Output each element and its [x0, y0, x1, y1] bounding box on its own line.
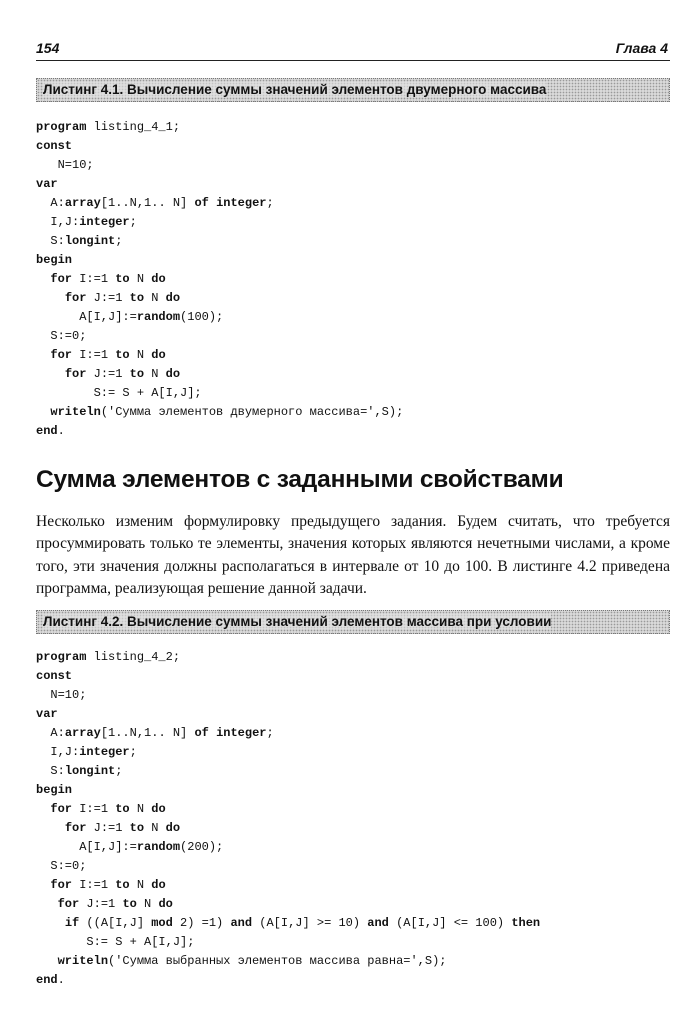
listing-4-1-caption-text: Листинг 4.1. Вычисление суммы значений элементов двумерного массива: [43, 82, 547, 97]
code-text: [36, 802, 50, 816]
code-text: S:= S + A[I,J];: [36, 386, 202, 400]
code-keyword: integer: [79, 215, 130, 229]
code-keyword: for: [50, 878, 73, 892]
code-text: S:=0;: [36, 859, 87, 873]
code-line: [36, 232, 676, 251]
code-keyword: of: [194, 196, 209, 210]
code-text: I,J:: [36, 215, 80, 229]
code-text: J:=1: [86, 291, 130, 305]
code-text: ;: [129, 215, 137, 229]
code-text: S:: [36, 764, 65, 778]
code-keyword: for: [64, 367, 87, 381]
code-line: [36, 118, 676, 137]
code-text: [36, 405, 50, 419]
code-text: N: [129, 802, 152, 816]
code-keyword: if: [64, 916, 80, 930]
code-line: [36, 213, 676, 232]
code-keyword: to: [115, 348, 130, 362]
code-line: [36, 762, 676, 781]
code-keyword: for: [64, 291, 87, 305]
code-keyword: to: [115, 272, 130, 286]
code-keyword: writeln: [57, 954, 109, 968]
code-line: [36, 137, 676, 156]
code-keyword: then: [511, 916, 541, 930]
code-line: [36, 686, 676, 705]
code-line: [36, 971, 676, 990]
code-text: N: [129, 272, 152, 286]
code-keyword: do: [158, 897, 173, 911]
code-line: [36, 365, 676, 384]
code-keyword: to: [129, 367, 145, 381]
code-keyword: end: [36, 973, 58, 987]
code-keyword: do: [151, 272, 166, 286]
code-keyword: do: [165, 291, 181, 305]
code-text: listing_4_1;: [86, 120, 181, 134]
code-text: A[I,J]:=: [36, 840, 137, 854]
code-line: [36, 914, 676, 933]
listing-4-2-code: [36, 648, 676, 990]
code-keyword: longint: [64, 764, 116, 778]
code-text: A:: [36, 726, 65, 740]
section-paragraph: Несколько изменим формулировку предыдущего задания. Будем считать, что требуется просуммировать только те элементы, значения которых являются нечетными числами, а кроме того, эти значения должны располагаться в интервале от 10 до 100. В листинге 4.2 приведена программа, реализующая решение данной задачи.: [36, 513, 670, 597]
code-text: I:=1: [72, 878, 116, 892]
code-line: [36, 346, 676, 365]
code-text: (200);: [180, 840, 224, 854]
code-keyword: for: [64, 821, 87, 835]
code-keyword: random: [136, 310, 181, 324]
code-line: [36, 705, 676, 724]
code-text: (100);: [180, 310, 224, 324]
code-keyword: const: [36, 139, 73, 153]
code-text: J:=1: [86, 367, 130, 381]
code-text: [209, 196, 216, 210]
code-text: [36, 348, 50, 362]
code-line: [36, 327, 676, 346]
code-keyword: to: [129, 821, 145, 835]
code-keyword: array: [64, 726, 101, 740]
code-text: ;: [115, 234, 123, 248]
code-text: ;: [266, 726, 274, 740]
code-line: [36, 895, 676, 914]
code-keyword: begin: [36, 783, 73, 797]
code-line: [36, 857, 676, 876]
code-text: N: [129, 348, 152, 362]
code-text: ;: [129, 745, 137, 759]
code-text: I:=1: [72, 348, 116, 362]
code-line: [36, 270, 676, 289]
code-text: N: [136, 897, 159, 911]
code-text: [36, 878, 50, 892]
code-keyword: program: [36, 120, 87, 134]
code-line: [36, 251, 676, 270]
code-line: [36, 156, 676, 175]
code-text: N: [129, 878, 152, 892]
code-keyword: random: [136, 840, 181, 854]
code-text: S:=0;: [36, 329, 87, 343]
code-line: [36, 308, 676, 327]
code-keyword: of: [194, 726, 209, 740]
code-text: ;: [266, 196, 274, 210]
code-line: [36, 952, 676, 971]
listing-4-1-caption: [36, 78, 670, 102]
code-text: [36, 897, 58, 911]
code-text: S:= S + A[I,J];: [36, 935, 195, 949]
code-line: [36, 724, 676, 743]
chapter-label: Глава 4: [615, 40, 668, 56]
code-keyword: do: [151, 878, 166, 892]
code-text: [36, 954, 58, 968]
code-text: I:=1: [72, 802, 116, 816]
code-text: (A[I,J] <= 100): [388, 916, 512, 930]
code-keyword: for: [50, 348, 73, 362]
listing-4-2-caption-text: Листинг 4.2. Вычисление суммы значений элементов массива при условии: [43, 614, 552, 629]
code-keyword: and: [367, 916, 389, 930]
code-text: J:=1: [86, 821, 130, 835]
code-line: [36, 800, 676, 819]
code-text: [209, 726, 216, 740]
code-keyword: and: [230, 916, 253, 930]
code-keyword: integer: [216, 196, 267, 210]
running-header: [36, 38, 670, 61]
code-text: ;: [115, 764, 123, 778]
code-text: N: [144, 291, 166, 305]
code-text: ('Сумма выбранных элементов массива равна=',S);: [108, 954, 447, 968]
code-text: [36, 272, 50, 286]
code-keyword: var: [36, 177, 58, 191]
code-keyword: longint: [64, 234, 116, 248]
code-keyword: to: [129, 291, 145, 305]
code-text: [36, 821, 65, 835]
code-line: [36, 933, 676, 952]
code-keyword: to: [115, 878, 130, 892]
code-text: N=10;: [36, 158, 94, 172]
code-keyword: const: [36, 669, 73, 683]
code-text: listing_4_2;: [86, 650, 181, 664]
code-keyword: begin: [36, 253, 73, 267]
code-text: [36, 916, 65, 930]
code-text: .: [57, 424, 65, 438]
code-text: I:=1: [72, 272, 116, 286]
code-text: J:=1: [79, 897, 123, 911]
page-number: 154: [36, 40, 60, 56]
code-line: [36, 667, 676, 686]
code-keyword: writeln: [50, 405, 101, 419]
code-line: [36, 743, 676, 762]
code-keyword: to: [122, 897, 137, 911]
code-text: I,J:: [36, 745, 80, 759]
code-keyword: integer: [216, 726, 267, 740]
code-line: [36, 289, 676, 308]
code-line: [36, 175, 676, 194]
code-text: ((A[I,J]: [79, 916, 152, 930]
code-text: A:: [36, 196, 65, 210]
code-line: [36, 648, 676, 667]
code-keyword: program: [36, 650, 87, 664]
code-keyword: end: [36, 424, 58, 438]
code-keyword: for: [57, 897, 80, 911]
code-line: [36, 403, 676, 422]
code-line: [36, 422, 676, 441]
code-keyword: do: [165, 367, 181, 381]
code-text: (A[I,J] >= 10): [252, 916, 368, 930]
listing-4-1-code: [36, 118, 676, 441]
code-text: [1..N,1.. N]: [100, 726, 195, 740]
code-keyword: for: [50, 802, 73, 816]
code-keyword: to: [115, 802, 130, 816]
code-text: [36, 367, 65, 381]
section-heading: Сумма элементов с заданными свойствами: [36, 466, 564, 493]
code-keyword: var: [36, 707, 58, 721]
code-text: N=10;: [36, 688, 87, 702]
code-text: [1..N,1.. N]: [100, 196, 195, 210]
code-line: [36, 194, 676, 213]
code-keyword: integer: [79, 745, 130, 759]
code-keyword: do: [151, 348, 166, 362]
code-text: [36, 291, 65, 305]
code-keyword: mod: [151, 916, 173, 930]
code-line: [36, 876, 676, 895]
code-keyword: for: [50, 272, 73, 286]
code-keyword: do: [165, 821, 181, 835]
code-line: [36, 819, 676, 838]
code-line: [36, 838, 676, 857]
code-keyword: do: [151, 802, 166, 816]
code-text: S:: [36, 234, 65, 248]
code-text: .: [57, 973, 65, 987]
listing-4-2-caption: [36, 610, 670, 634]
code-text: ('Сумма элементов двумерного массива=',S);: [100, 405, 404, 419]
code-text: N: [144, 821, 166, 835]
code-line: [36, 384, 676, 403]
code-text: N: [144, 367, 166, 381]
code-text: A[I,J]:=: [36, 310, 137, 324]
code-line: [36, 781, 676, 800]
code-text: 2) =1): [172, 916, 231, 930]
code-keyword: array: [64, 196, 101, 210]
